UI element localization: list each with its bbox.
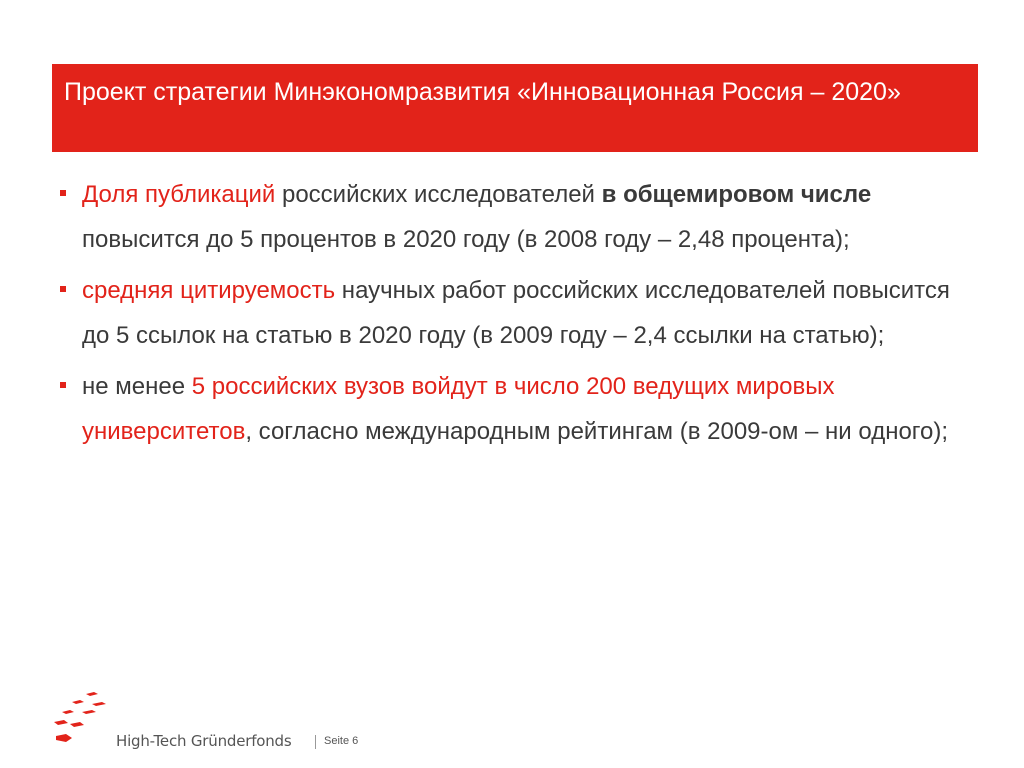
slide-title: Проект стратегии Минэкономразвития «Инновационная Россия – 2020» <box>64 78 901 106</box>
title-bar <box>52 64 978 152</box>
highlight-text: средняя цитируемость <box>82 277 336 304</box>
body-text: российских исследователей <box>275 181 602 208</box>
square-bullet-icon <box>60 382 66 388</box>
bullet-text <box>82 277 950 349</box>
highlight-text: Доля публикаций <box>82 181 276 208</box>
logo-text: High-Tech Gründerfonds <box>116 732 292 750</box>
list-item <box>58 172 958 262</box>
list-item <box>58 364 958 454</box>
square-bullet-icon <box>60 190 66 196</box>
body-text: не менее <box>82 373 192 400</box>
page-number: Seite 6 <box>324 735 359 747</box>
highlight-text: 5 российских вузов войдут в число 200 ведущих мировых университетов <box>82 373 835 445</box>
body-text: повысится до 5 процентов в 2020 году (в 2008 году – 2,48 процента); <box>82 226 850 253</box>
bullet-text <box>82 181 871 253</box>
body-text: научных работ российских исследователей повысится до 5 ссылок на статью в 2020 году (в 2009 году – 2,4 ссылки на статью); <box>82 277 950 349</box>
list-item <box>58 268 958 358</box>
htgf-logo-icon <box>52 690 112 746</box>
bullet-text <box>82 373 948 445</box>
body-text: , согласно международным рейтингам (в 2009-ом – ни одного); <box>245 418 949 445</box>
bullet-list <box>58 172 958 460</box>
square-bullet-icon <box>60 286 66 292</box>
bold-text: в общемировом числе <box>601 181 872 208</box>
footer-divider <box>315 735 316 749</box>
footer <box>52 690 452 750</box>
